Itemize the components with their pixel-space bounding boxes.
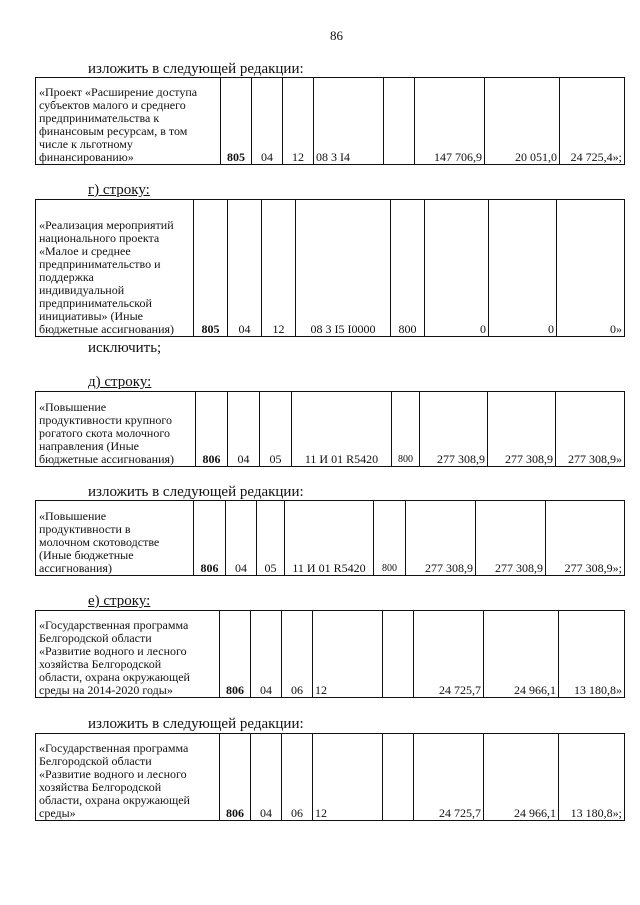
amount-1: 24 725,7	[414, 734, 484, 821]
subsection-code: 12	[262, 200, 296, 337]
budget-table	[35, 500, 625, 576]
amount-3: 277 308,9»;	[546, 501, 625, 576]
section-code: 04	[228, 392, 260, 467]
budget-table	[35, 77, 625, 165]
section-heading: д) строку:	[88, 374, 152, 390]
row-description: «Проект «Расширение доступа субъектов малого и среднего предпринимательства к финансовым ресурсам, в том числе к льготному финансированию»	[36, 78, 221, 165]
amount-2: 277 308,9	[476, 501, 546, 576]
amount-3: 13 180,8»;	[559, 734, 625, 821]
target-article-code: 08 3 I5 I0000	[296, 200, 391, 337]
amount-2: 24 966,1	[484, 611, 559, 698]
section-note: исключить;	[88, 340, 162, 356]
page-number: 86	[330, 28, 343, 43]
expense-type-code	[383, 611, 414, 698]
row-description: «Повышение продуктивности в молочном скотоводстве (Иные бюджетные ассигнования)	[36, 501, 194, 576]
expense-type-code: 800	[391, 200, 425, 337]
budget-table	[35, 391, 625, 467]
amount-2: 277 308,9	[488, 392, 556, 467]
amount-2: 0	[489, 200, 557, 337]
section-heading: изложить в следующей редакции:	[88, 484, 304, 500]
amount-3: 0»	[557, 200, 625, 337]
ministry-code: 805	[221, 78, 252, 165]
budget-table	[35, 199, 625, 337]
expense-type-code: 800	[374, 501, 406, 576]
amount-1: 0	[425, 200, 489, 337]
section-heading: е) строку:	[88, 593, 151, 609]
section-code: 04	[226, 501, 257, 576]
amount-1: 277 308,9	[420, 392, 488, 467]
subsection-code: 05	[257, 501, 285, 576]
budget-table	[35, 733, 625, 821]
subsection-code: 06	[282, 611, 313, 698]
ministry-code: 806	[196, 392, 228, 467]
amount-2: 20 051,0	[485, 78, 560, 165]
subsection-code: 06	[282, 734, 313, 821]
ministry-code: 805	[194, 200, 228, 337]
subsection-code: 05	[260, 392, 292, 467]
target-article-code: 11 И 01 R5420	[292, 392, 392, 467]
section-code: 04	[252, 78, 283, 165]
amount-3: 13 180,8»	[559, 611, 625, 698]
target-article-code: 12	[313, 734, 383, 821]
expense-type-code	[384, 78, 415, 165]
row-description: «Государственная программа Белгородской области «Развитие водного и лесного хозяйства Белгородской области, охрана окружающей среды на 2014-2020 годы»	[36, 611, 220, 698]
amount-1: 24 725,7	[414, 611, 484, 698]
amount-1: 277 308,9	[406, 501, 476, 576]
expense-type-code	[383, 734, 414, 821]
ministry-code: 806	[220, 734, 251, 821]
section-heading: г) строку:	[88, 182, 150, 198]
amount-2: 24 966,1	[484, 734, 559, 821]
expense-type-code: 800	[392, 392, 420, 467]
section-code: 04	[228, 200, 262, 337]
amount-3: 277 308,9»	[556, 392, 625, 467]
section-code: 04	[251, 734, 282, 821]
section-code: 04	[251, 611, 282, 698]
budget-table	[35, 610, 625, 698]
row-description: «Реализация мероприятий национального проекта «Малое и среднее предпринимательство и поддержка индивидуальной предпринимательской инициативы» (Иные бюджетные ассигнования)	[36, 200, 194, 337]
section-heading: изложить в следующей редакции:	[88, 61, 304, 77]
amount-3: 24 725,4»;	[560, 78, 625, 165]
amount-1: 147 706,9	[415, 78, 485, 165]
target-article-code: 11 И 01 R5420	[285, 501, 374, 576]
ministry-code: 806	[194, 501, 226, 576]
row-description: «Повышение продуктивности крупного рогатого скота молочного направления (Иные бюджетные ассигнования)	[36, 392, 196, 467]
target-article-code: 08 3 I4	[314, 78, 384, 165]
target-article-code: 12	[313, 611, 383, 698]
section-heading: изложить в следующей редакции:	[88, 716, 304, 732]
ministry-code: 806	[220, 611, 251, 698]
row-description: «Государственная программа Белгородской области «Развитие водного и лесного хозяйства Белгородской области, охрана окружающей среды»	[36, 734, 220, 821]
subsection-code: 12	[283, 78, 314, 165]
